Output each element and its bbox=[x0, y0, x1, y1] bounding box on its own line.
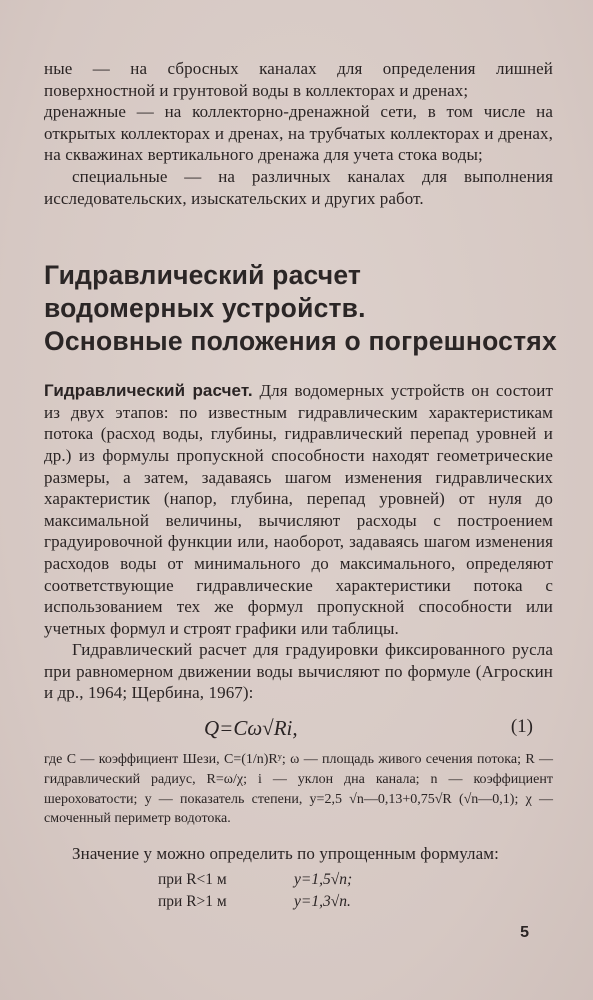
runin-heading: Гидравлический расчет. bbox=[44, 381, 253, 401]
formula-number: (1) bbox=[510, 716, 533, 738]
formula-legend: где C — коэффициент Шези, C=(1/n)Rʸ; ω — площадь живого сечения потока; R — гидравлический радиус, R=ω/χ; i — уклон дна канала; n — коэффициент шероховатости; y — показатель степени, y=2,5 √n—0,13+0,75√R (√n—0,1); χ — смоченный периметр водотока. bbox=[44, 752, 553, 827]
formula-expression: y=1,3√n. bbox=[294, 892, 351, 910]
list-item-special: специальные — на различных каналах для выполнения исследовательских, изыскательских и других работ. bbox=[44, 166, 553, 208]
heading-line-3: Основные положения о погрешностях bbox=[44, 326, 557, 357]
formula-expression: Q=Cω√Ri, bbox=[204, 716, 298, 741]
section-heading bbox=[44, 259, 557, 358]
formula-simple-row bbox=[44, 893, 553, 915]
continued-list bbox=[44, 58, 553, 209]
list-item-drainage-overflow: ные — на сбросных каналах для определения лишней поверхностной и грунтовой воды в коллекторах и дренах; bbox=[44, 59, 553, 100]
list-item-drainage: дренажные — на коллекторно-дренажной сети, в том числе на открытых коллекторах и дренах, на трубчатых коллекторах и дренах, на скважинах вертикального дренажа для учета стока воды; bbox=[44, 102, 553, 165]
paragraph-simplified: Значение y можно определить по упрощенным формулам: bbox=[72, 844, 499, 864]
section-body bbox=[44, 380, 553, 704]
formula-expression: y=1,5√n; bbox=[294, 870, 353, 888]
formula-condition: при R>1 м bbox=[158, 892, 227, 910]
formula-1 bbox=[44, 708, 553, 748]
formula-simple-row bbox=[44, 871, 553, 893]
heading-line-1: Гидравлический расчет bbox=[44, 260, 362, 291]
paragraph-hydraulic-calculation bbox=[44, 380, 553, 639]
formula-condition: при R<1 м bbox=[158, 870, 227, 888]
paragraph-formula-intro: Гидравлический расчет для градуировки фиксированного русла при равномерном движении воды вычисляют по формуле (Агроскин и др., 1964; Щербина, 1967): bbox=[44, 640, 553, 703]
paragraph-text: Для водомерных устройств он состоит из двух этапов: по известным гидравлическим характеристикам потока (расход воды, глубины, гидравлический перепад уровней и др.) из формулы пропускной способности находят геометрические размеры, а затем, задаваясь шагом изменения гидравлических характеристик (напор, глубина, перепад уровней) от нуля до максимальной величины, вычисляют расходы с построением градуировочной функции или, наоборот, задаваясь шагом изменения расходов воды от минимального до максимального, определяют соответствующие гидравлические характеристики потока с использованием тех же формул пропускной способности или учетных формул и строят графики или таблицы. bbox=[44, 381, 553, 638]
heading-line-2: водомерных устройств. bbox=[44, 293, 366, 324]
page-number: 5 bbox=[520, 924, 529, 941]
